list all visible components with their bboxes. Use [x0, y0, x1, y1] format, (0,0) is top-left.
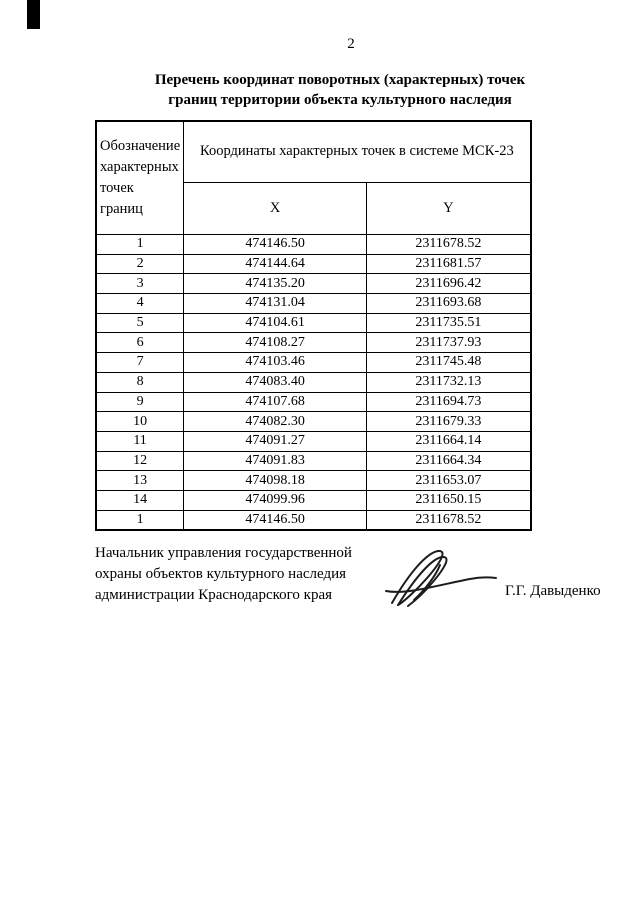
y-value-cell: 2311732.13	[367, 372, 531, 392]
point-number-cell: 3	[96, 274, 184, 294]
x-value-cell: 474108.27	[184, 333, 367, 353]
official-title-line1: Начальник управления государственной	[95, 545, 352, 561]
y-value-cell: 2311678.52	[367, 235, 531, 255]
y-value-cell: 2311737.93	[367, 333, 531, 353]
y-value-cell: 2311653.07	[367, 471, 531, 491]
table-row	[96, 294, 531, 314]
y-value-cell: 2311650.15	[367, 490, 531, 510]
designation-header-cell: Обозначение характерных точек границ	[96, 121, 184, 235]
point-number-cell: 7	[96, 353, 184, 373]
scan-artifact-mark	[27, 0, 40, 29]
x-value-cell: 474146.50	[184, 510, 367, 530]
x-value-cell: 474083.40	[184, 372, 367, 392]
y-value-cell: 2311681.57	[367, 254, 531, 274]
document-title	[90, 70, 590, 110]
point-number-cell: 1	[96, 235, 184, 255]
x-value-cell: 474146.50	[184, 235, 367, 255]
point-number-cell: 13	[96, 471, 184, 491]
y-value-cell: 2311664.34	[367, 451, 531, 471]
table-row	[96, 431, 531, 451]
x-value-cell: 474144.64	[184, 254, 367, 274]
point-number-cell: 1	[96, 510, 184, 530]
point-number-cell: 9	[96, 392, 184, 412]
table-row	[96, 510, 531, 530]
table-row	[96, 274, 531, 294]
y-value-cell: 2311693.68	[367, 294, 531, 314]
y-value-cell: 2311664.14	[367, 431, 531, 451]
y-value-cell: 2311694.73	[367, 392, 531, 412]
x-value-cell: 474135.20	[184, 274, 367, 294]
x-value-cell: 474098.18	[184, 471, 367, 491]
table-row	[96, 333, 531, 353]
table-row	[96, 412, 531, 432]
official-title-line2: охраны объектов культурного наследия	[95, 566, 347, 582]
x-value-cell: 474082.30	[184, 412, 367, 432]
x-value-cell: 474131.04	[184, 294, 367, 314]
y-value-cell: 2311696.42	[367, 274, 531, 294]
x-value-cell: 474103.46	[184, 353, 367, 373]
point-number-cell: 11	[96, 431, 184, 451]
point-number-cell: 10	[96, 412, 184, 432]
table-row	[96, 372, 531, 392]
signatory-name: Г.Г. Давыденко	[505, 583, 601, 599]
point-number-cell: 2	[96, 254, 184, 274]
y-value-cell: 2311735.51	[367, 313, 531, 333]
table-row	[96, 490, 531, 510]
document-title-line2: границ территории объекта культурного наследия	[168, 92, 512, 108]
table-row	[96, 451, 531, 471]
document-title-line1: Перечень координат поворотных (характерных) точек	[154, 72, 526, 88]
point-number-cell: 5	[96, 313, 184, 333]
table-row	[96, 313, 531, 333]
y-axis-header-cell: Y	[367, 182, 531, 234]
coords-system-header-cell: Координаты характерных точек в системе МСК-23	[184, 121, 531, 182]
y-value-cell: 2311678.52	[367, 510, 531, 530]
official-title-line3: администрации Краснодарского края	[95, 587, 333, 603]
point-number-cell: 8	[96, 372, 184, 392]
coordinates-table-body	[96, 235, 531, 531]
official-title-text	[95, 543, 395, 606]
point-number-cell: 12	[96, 451, 184, 471]
coordinates-table	[95, 120, 532, 531]
table-row	[96, 392, 531, 412]
x-value-cell: 474091.83	[184, 451, 367, 471]
y-value-cell: 2311745.48	[367, 353, 531, 373]
x-value-cell: 474099.96	[184, 490, 367, 510]
x-value-cell: 474091.27	[184, 431, 367, 451]
page-number: 2	[347, 36, 355, 52]
table-row	[96, 235, 531, 255]
x-axis-header-cell: X	[184, 182, 367, 234]
point-number-cell: 14	[96, 490, 184, 510]
point-number-cell: 4	[96, 294, 184, 314]
signature-image	[378, 545, 503, 615]
table-row	[96, 254, 531, 274]
y-value-cell: 2311679.33	[367, 412, 531, 432]
x-value-cell: 474104.61	[184, 313, 367, 333]
table-row	[96, 471, 531, 491]
point-number-cell: 6	[96, 333, 184, 353]
x-value-cell: 474107.68	[184, 392, 367, 412]
coordinates-table-header	[96, 121, 531, 235]
table-row	[96, 353, 531, 373]
